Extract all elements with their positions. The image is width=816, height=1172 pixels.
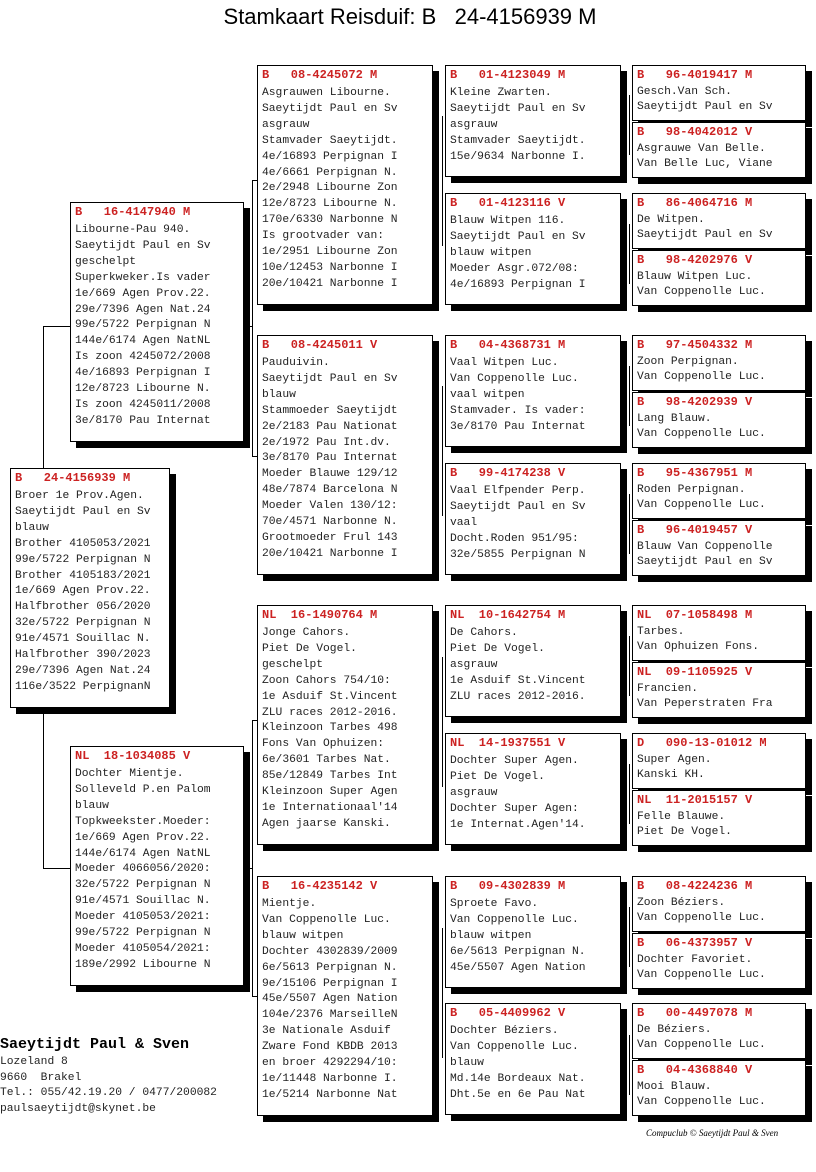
info-line: Van Coppenolle Luc.	[637, 370, 766, 383]
connector-line	[629, 764, 630, 824]
footer-credit: Compuclub © Saeytijdt Paul & Sven	[646, 1128, 779, 1138]
info-line: Dochter Favoriet.	[637, 954, 753, 966]
pigeon-card-sire[interactable]	[70, 202, 244, 442]
info-line: Roden Perpignan.	[637, 484, 746, 496]
info-line: Francien.	[637, 683, 699, 695]
info-line: 32e/5722 Perpignan N	[15, 617, 151, 630]
info-line: De Witpen.	[637, 214, 705, 226]
info-line: 29e/7396 Agen Nat.24	[15, 664, 151, 677]
pigeon-card-great-grandparent[interactable]	[445, 65, 621, 177]
info-line: 45e/5507 Agen Nation	[262, 993, 398, 1006]
info-line: Van Coppenolle Luc.	[637, 1038, 766, 1051]
info-line: Mooi Blauw.	[637, 1081, 712, 1093]
page-title: Stamkaart Reisduif: B 24-4156939 M	[223, 4, 597, 29]
info-line: Stammoeder Saeytijdt	[262, 404, 398, 417]
info-line: 29e/7396 Agen Nat.24	[75, 303, 211, 316]
pigeon-card-gg-grandparent[interactable]	[632, 1060, 806, 1116]
pigeon-card-gg-grandparent[interactable]	[632, 193, 806, 249]
info-line: Stamvader. Is vader:	[450, 404, 586, 417]
info-line: Topkweekster.Moeder:	[75, 815, 211, 828]
info-line: 48e/7874 Barcelona N	[262, 484, 398, 497]
info-line: Blauw Witpen 116.	[450, 215, 566, 227]
ring-number: B 04-4368731 M	[450, 338, 566, 352]
connector-line	[43, 868, 70, 869]
connector-line	[442, 657, 443, 787]
pigeon-card-gg-grandparent[interactable]	[632, 790, 806, 846]
info-line: Is zoon 4245072/2008	[75, 351, 211, 364]
pigeon-card-great-grandparent[interactable]	[445, 605, 621, 717]
pigeon-card-grandparent[interactable]	[257, 876, 433, 1116]
ring-number: B 01-4123116 V	[450, 196, 566, 210]
info-line: Saeytijdt Paul en Sv	[450, 102, 586, 115]
info-line: 70e/4571 Narbonne N.	[262, 516, 398, 529]
info-line: Asgrauwe Van Belle.	[637, 143, 766, 155]
info-line: vaal witpen	[450, 388, 525, 401]
info-line: 45e/5507 Agen Nation	[450, 961, 586, 974]
connector-line	[244, 868, 252, 869]
connector-line	[252, 180, 253, 457]
info-line: 20e/10421 Narbonne I	[262, 277, 398, 290]
pigeon-card-gg-grandparent[interactable]	[632, 1003, 806, 1059]
pigeon-card-gg-grandparent[interactable]	[632, 605, 806, 661]
info-line: 2e/1972 Pau Int.dv.	[262, 436, 391, 449]
info-line: De Cahors.	[450, 627, 518, 639]
info-line: 6e/5613 Perpignan N.	[262, 961, 398, 974]
ring-number: B 06-4373957 V	[637, 936, 753, 950]
info-line: 104e/2376 MarseilleN	[262, 1009, 398, 1022]
ring-number: NL 10-1642754 M	[450, 608, 566, 622]
ring-number: B 96-4019417 M	[637, 68, 753, 82]
info-line: Md.14e Bordeaux Nat.	[450, 1072, 586, 1085]
info-line: Lang Blauw.	[637, 413, 712, 425]
info-line: 12e/8723 Libourne N.	[75, 383, 211, 396]
info-line: Zoon Perpignan.	[637, 356, 739, 368]
info-line: 3e/8170 Pau Internat	[262, 452, 398, 465]
info-line: 1e Internationaal'14	[262, 801, 398, 814]
info-line: 1e/669 Agen Prov.22.	[15, 585, 151, 598]
info-line: Kleinzoon Super Agen	[262, 786, 398, 799]
info-line: 144e/6174 Agen NatNL	[75, 335, 211, 348]
connector-line	[629, 907, 630, 967]
info-line: 2e/2948 Libourne Zon	[262, 182, 398, 195]
info-line: Moeder Blauwe 129/12	[262, 468, 398, 481]
info-line: Asgrauwen Libourne.	[262, 87, 391, 99]
info-line: Van Coppenolle Luc.	[637, 285, 766, 298]
info-line: blauw witpen	[450, 929, 532, 942]
info-line: Kleine Zwarten.	[450, 87, 552, 99]
owner-name: Saeytijdt Paul & Sven	[0, 1036, 190, 1053]
info-line: vaal	[450, 516, 478, 529]
owner-address: Lozeland 8	[0, 1056, 68, 1068]
info-line: 1e Asduif St.Vincent	[450, 674, 586, 687]
connector-line	[629, 95, 630, 155]
info-line: Is zoon 4245011/2008	[75, 398, 211, 411]
info-line: Sproete Favo.	[450, 898, 539, 910]
info-line: Van Coppenolle Luc.	[262, 913, 391, 926]
pigeon-card-gg-grandparent[interactable]	[632, 250, 806, 306]
info-line: Piet De Vogel.	[450, 642, 545, 655]
info-line: 1e/11448 Narbonne I.	[262, 1072, 398, 1085]
info-line: Dochter Super Agen.	[450, 755, 579, 767]
info-line: 32e/5855 Perpignan N	[450, 548, 586, 561]
info-line: Fons Van Ophuizen:	[262, 738, 385, 751]
info-line: Zoon Cahors 754/10:	[262, 674, 391, 687]
info-line: Broer 1e Prov.Agen.	[15, 490, 144, 502]
info-line: Van Coppenolle Luc.	[637, 911, 766, 924]
info-line: Moeder Asgr.072/08:	[450, 262, 579, 275]
info-line: 9e/15106 Perpignan I	[262, 977, 398, 990]
info-line: Halfbrother 056/2020	[15, 601, 151, 614]
ring-number: B 16-4147940 M	[75, 205, 191, 219]
info-line: Stamvader Saeytijdt.	[450, 134, 586, 147]
info-line: 4e/16893 Perpignan I	[262, 150, 398, 163]
info-line: Brother 4105053/2021	[15, 537, 151, 550]
info-line: Saeytijdt Paul en Sv	[637, 555, 773, 568]
info-line: 1e/5214 Narbonne Nat	[262, 1088, 398, 1101]
pigeon-card-great-grandparent[interactable]	[445, 463, 621, 575]
info-line: Dochter Mientje.	[75, 768, 184, 780]
ring-number: B 98-4202976 V	[637, 253, 753, 267]
info-line: Saeytijdt Paul en Sv	[262, 372, 398, 385]
info-line: Van Peperstraten Fra	[637, 697, 773, 710]
info-line: Van Ophuizen Fons.	[637, 640, 760, 653]
pigeon-card-gg-grandparent[interactable]	[632, 122, 806, 178]
info-line: Saeytijdt Paul en Sv	[450, 230, 586, 243]
pigeon-card-grandparent[interactable]	[257, 605, 433, 845]
info-line: Blauw Van Coppenolle	[637, 541, 773, 553]
info-line: 99e/5722 Perpignan N	[75, 319, 211, 332]
owner-info	[0, 1035, 217, 1117]
info-line: Van Coppenolle Luc.	[450, 372, 579, 385]
info-line: Pauduivin.	[262, 357, 330, 369]
info-line: Moeder 4105054/2021:	[75, 942, 211, 955]
info-line: Super Agen.	[637, 754, 712, 766]
info-line: 91e/4571 Souillac N.	[75, 895, 211, 908]
info-line: 170e/6330 Narbonne N	[262, 214, 398, 227]
ring-number: B 98-4202939 V	[637, 395, 753, 409]
info-line: Van Coppenolle Luc.	[450, 913, 579, 926]
info-line: en broer 4292294/10:	[262, 1057, 398, 1070]
pigeon-card-gg-grandparent[interactable]	[632, 876, 806, 932]
info-line: 6e/3601 Tarbes Nat.	[262, 754, 391, 767]
info-line: De Béziers.	[637, 1024, 712, 1036]
info-line: Jonge Cahors.	[262, 627, 351, 639]
connector-line	[629, 224, 630, 284]
info-line: blauw witpen	[450, 246, 532, 259]
info-line: geschelpt	[262, 658, 324, 671]
pigeon-card-gg-grandparent[interactable]	[632, 392, 806, 448]
info-line: Saeytijdt Paul en Sv	[15, 505, 151, 518]
ring-number: B 99-4174238 V	[450, 466, 566, 480]
ring-number: NL 14-1937551 V	[450, 736, 566, 750]
connector-line	[442, 116, 443, 246]
ring-number: NL 16-1490764 M	[262, 608, 378, 622]
pigeon-card-gg-grandparent[interactable]	[632, 662, 806, 718]
info-line: blauw	[450, 1056, 484, 1069]
info-line: 189e/2992 Libourne N	[75, 958, 211, 971]
info-line: Kanski KH.	[637, 768, 705, 781]
connector-line	[244, 326, 252, 327]
info-line: Zware Fond KBDB 2013	[262, 1041, 398, 1054]
info-line: 12e/8723 Libourne N.	[262, 198, 398, 211]
info-line: Van Coppenolle Luc.	[637, 1095, 766, 1108]
info-line: 4e/16893 Perpignan I	[450, 278, 586, 291]
pigeon-card-subject[interactable]	[10, 468, 170, 708]
connector-line	[43, 326, 70, 327]
info-line: blauw	[75, 799, 109, 812]
ring-number: NL 11-2015157 V	[637, 793, 753, 807]
info-line: asgrauw	[450, 658, 498, 671]
connector-line	[629, 366, 630, 426]
info-line: Dht.5e en 6e Pau Nat	[450, 1088, 586, 1101]
pigeon-card-great-grandparent[interactable]	[445, 1003, 621, 1115]
ring-number: B 86-4064716 M	[637, 196, 753, 210]
ring-number: B 08-4224236 M	[637, 879, 753, 893]
pigeon-card-dam[interactable]	[70, 746, 244, 986]
info-line: 85e/12849 Tarbes Int	[262, 770, 398, 783]
info-line: 1e Internat.Agen'14.	[450, 818, 586, 831]
connector-line	[43, 714, 44, 869]
info-line: Is grootvader van:	[262, 230, 385, 243]
info-line: Tarbes.	[637, 626, 685, 638]
info-line: 20e/10421 Narbonne I	[262, 547, 398, 560]
info-line: Docht.Roden 951/95:	[450, 532, 579, 545]
ring-number: B 04-4368840 V	[637, 1063, 753, 1077]
info-line: Saeytijdt Paul en Sv	[75, 239, 211, 252]
info-line: Van Belle Luc, Viane	[637, 157, 773, 170]
ring-number: B 08-4245011 V	[262, 338, 378, 352]
info-line: 3e Nationale Asduif	[262, 1025, 391, 1038]
info-line: asgrauw	[450, 118, 498, 131]
info-line: geschelpt	[75, 255, 137, 268]
ring-number: B 00-4497078 M	[637, 1006, 753, 1020]
ring-number: B 09-4302839 M	[450, 879, 566, 893]
info-line: Saeytijdt Paul en Sv	[262, 102, 398, 115]
info-line: Saeytijdt Paul en Sv	[450, 500, 586, 513]
info-line: ZLU races 2012-2016.	[450, 690, 586, 703]
info-line: 1e/669 Agen Prov.22.	[75, 287, 211, 300]
info-line: 32e/5722 Perpignan N	[75, 879, 211, 892]
info-line: Brother 4105183/2021	[15, 569, 151, 582]
pigeon-card-gg-grandparent[interactable]	[632, 733, 806, 789]
pigeon-card-great-grandparent[interactable]	[445, 733, 621, 845]
info-line: Kleinzoon Tarbes 498	[262, 722, 398, 735]
ring-number: B 95-4367951 M	[637, 466, 753, 480]
info-line: Van Coppenolle Luc.	[637, 427, 766, 440]
ring-number: B 97-4504332 M	[637, 338, 753, 352]
info-line: Gesch.Van Sch.	[637, 86, 732, 98]
pigeon-card-gg-grandparent[interactable]	[632, 933, 806, 989]
info-line: Vaal Elfpender Perp.	[450, 485, 586, 497]
pigeon-card-gg-grandparent[interactable]	[632, 520, 806, 576]
info-line: asgrauw	[262, 118, 310, 131]
ring-number: B 96-4019457 V	[637, 523, 753, 537]
info-line: Saeytijdt Paul en Sv	[637, 228, 773, 241]
info-line: 3e/8170 Pau Internat	[75, 414, 211, 427]
info-line: blauw	[15, 521, 49, 534]
info-line: 144e/6174 Agen NatNL	[75, 847, 211, 860]
owner-city: 9660 Brakel	[0, 1071, 82, 1084]
ring-number: D 090-13-01012 M	[637, 736, 767, 750]
owner-phone: Tel.: 055/42.19.20 / 0477/200082	[0, 1087, 217, 1100]
pigeon-card-great-grandparent[interactable]	[445, 876, 621, 988]
info-line: blauw	[262, 388, 296, 401]
info-line: Grootmoeder Frul 143	[262, 531, 398, 544]
ring-number: B 24-4156939 M	[15, 471, 131, 485]
info-line: Van Coppenolle Luc.	[637, 968, 766, 981]
info-line: ZLU races 2012-2016.	[262, 706, 398, 719]
info-line: 4e/6661 Perpignan N.	[262, 166, 398, 179]
owner-email[interactable]: paulsaeytijdt@skynet.be	[0, 1102, 156, 1115]
ring-number: B 05-4409962 V	[450, 1006, 566, 1020]
info-line: 1e/2951 Libourne Zon	[262, 246, 398, 259]
info-line: 4e/16893 Perpignan I	[75, 367, 211, 380]
info-line: Piet De Vogel.	[450, 770, 545, 783]
info-line: 99e/5722 Perpignan N	[75, 927, 211, 940]
connector-line	[629, 494, 630, 554]
info-line: Van Coppenolle Luc.	[637, 498, 766, 511]
info-line: Van Coppenolle Luc.	[450, 1040, 579, 1053]
info-line: 91e/4571 Souillac N.	[15, 633, 151, 646]
ring-number: NL 18-1034085 V	[75, 749, 191, 763]
info-line: Moeder 4066056/2020:	[75, 863, 211, 876]
ring-number: NL 07-1058498 M	[637, 608, 753, 622]
info-line: Superkweker.Is vader	[75, 271, 211, 284]
info-line: asgrauw	[450, 786, 498, 799]
info-line: Dochter Béziers.	[450, 1025, 559, 1037]
ring-number: B 16-4235142 V	[262, 879, 378, 893]
pigeon-card-gg-grandparent[interactable]	[632, 463, 806, 519]
pigeon-card-great-grandparent[interactable]	[445, 335, 621, 447]
info-line: 1e/669 Agen Prov.22.	[75, 831, 211, 844]
connector-line	[442, 386, 443, 516]
ring-number: B 01-4123049 M	[450, 68, 566, 82]
connector-line	[629, 1035, 630, 1095]
info-line: 2e/2183 Pau Nationat	[262, 420, 398, 433]
info-line: Piet De Vogel.	[262, 642, 357, 655]
info-line: Saeytijdt Paul en Sv	[637, 100, 773, 113]
info-line: Mientje.	[262, 898, 317, 910]
info-line: Stamvader Saeytijdt.	[262, 134, 398, 147]
info-line: 116e/3522 PerpignanN	[15, 680, 151, 693]
info-line: Libourne-Pau 940.	[75, 224, 191, 236]
pigeon-card-grandparent[interactable]	[257, 335, 433, 575]
info-line: Dochter 4302839/2009	[262, 945, 398, 958]
ring-number: B 98-4042012 V	[637, 125, 753, 139]
info-line: Solleveld P.en Palom	[75, 783, 211, 796]
info-line: Agen jaarse Kanski.	[262, 817, 391, 830]
connector-line	[252, 720, 253, 997]
connector-line	[442, 928, 443, 1058]
info-line: Blauw Witpen Luc.	[637, 271, 753, 283]
connector-line	[629, 636, 630, 696]
connector-line	[43, 326, 44, 468]
info-line: Vaal Witpen Luc.	[450, 357, 559, 369]
pigeon-card-grandparent[interactable]	[257, 65, 433, 305]
info-line: 6e/5613 Perpignan N.	[450, 945, 586, 958]
info-line: 15e/9634 Narbonne I.	[450, 150, 586, 163]
ring-number: B 08-4245072 M	[262, 68, 378, 82]
info-line: Halfbrother 390/2023	[15, 649, 151, 662]
info-line: 1e Asduif St.Vincent	[262, 690, 398, 703]
info-line: 3e/8170 Pau Internat	[450, 420, 586, 433]
info-line: Piet De Vogel.	[637, 825, 732, 838]
info-line: 99e/5722 Perpignan N	[15, 553, 151, 566]
ring-number: NL 09-1105925 V	[637, 665, 753, 679]
info-line: Moeder Valen 130/12:	[262, 500, 398, 513]
pigeon-card-gg-grandparent[interactable]	[632, 65, 806, 121]
pigeon-card-great-grandparent[interactable]	[445, 193, 621, 305]
info-line: Zoon Béziers.	[637, 897, 726, 909]
info-line: Moeder 4105053/2021:	[75, 911, 211, 924]
info-line: blauw witpen	[262, 929, 344, 942]
info-line: Dochter Super Agen:	[450, 802, 579, 815]
pigeon-card-gg-grandparent[interactable]	[632, 335, 806, 391]
info-line: 10e/12453 Narbonne I	[262, 261, 398, 274]
info-line: Felle Blauwe.	[637, 811, 726, 823]
